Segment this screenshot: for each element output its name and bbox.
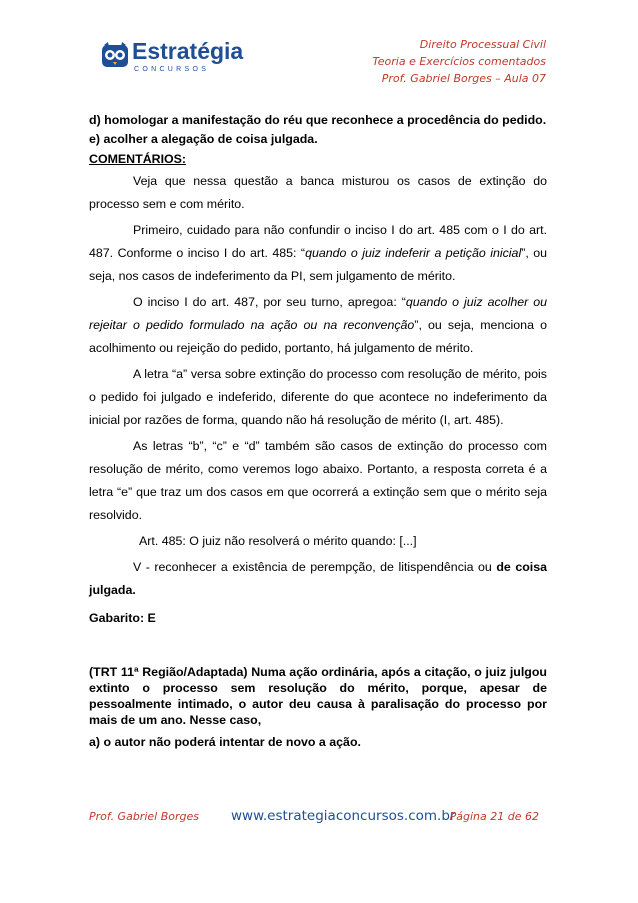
logo-subtitle: CONCURSOS <box>134 66 210 73</box>
paragraph-2-italic: quando o juiz indeferir a petição inicial <box>305 246 522 260</box>
paragraph-5: As letras “b”, “c” e “d” também são casos de extinção do processo com resolução de mérito, como veremos logo abaixo. Portanto, a resposta correta é a letra “e” que traz um dos casos em que ocorrerá a extinção sem que o mérito seja resolvido. <box>89 439 547 522</box>
page-header <box>372 36 546 87</box>
option-e: e) acolher a alegação de coisa julgada. <box>89 132 318 146</box>
footer-website-link[interactable]: www.estrategiaconcursos.com.br <box>231 808 456 824</box>
comments-heading: COMENTÁRIOS: <box>89 152 187 166</box>
inciso-text: V - reconhecer a existência de perempção, de litispendência ou <box>133 560 497 574</box>
paragraph-2 <box>89 219 547 288</box>
inciso-bold: de coisa julgada. <box>89 560 547 597</box>
paragraph-3-text-b: ”, ou seja, menciona o acolhimento ou rejeição do pedido, portanto, há julgamento de mérito. <box>89 318 547 355</box>
paragraph-3-text-a: O inciso I do art. 487, por seu turno, apregoa: “ <box>133 295 406 309</box>
owl-logo-icon <box>101 42 129 70</box>
question-statement: (TRT 11ª Região/Adaptada) Numa ação ordinária, após a citação, o juiz julgou extinto o processo sem resolução do mérito, porque, apesar de pessoalmente intimado, o autor deu causa à paralisação do processo por mais de um ano. Nesse caso, <box>89 665 547 727</box>
answer-key: Gabarito: E <box>89 611 156 625</box>
footer-page-number: Página 21 de 62 <box>449 810 539 823</box>
option-a: a) o autor não poderá intentar de novo a ação. <box>89 735 361 749</box>
paragraph-3 <box>89 291 547 360</box>
course-subtitle: Teoria e Exercícios comentados <box>372 55 546 68</box>
option-d: d) homologar a manifestação do réu que reconhece a procedência do pedido. <box>89 113 547 127</box>
paragraph-1: Veja que nessa questão a banca misturou os casos de extinção do processo sem e com mérito. <box>89 174 547 211</box>
estrategia-logo <box>101 38 244 76</box>
paragraph-2-text-b: ”, ou seja, nos casos de indeferimento da PI, sem julgamento de mérito. <box>89 246 548 283</box>
law-quote: Art. 485: O juiz não resolverá o mérito quando: [...] <box>139 534 417 548</box>
page-footer <box>89 808 547 828</box>
logo-wordmark: Estratégia <box>132 38 244 64</box>
paragraph-3-italic: quando o juiz acolher ou rejeitar o pedido formulado na ação ou na reconvenção <box>89 295 547 332</box>
course-title: Direito Processual Civil <box>419 38 546 51</box>
footer-author: Prof. Gabriel Borges <box>89 810 199 823</box>
law-inciso <box>89 556 547 602</box>
paragraph-2-text-a: Primeiro, cuidado para não confundir o inciso I do art. 485 com o I do art. 487. Conforme o inciso I do art. 485: “ <box>89 223 547 260</box>
main-content <box>89 112 547 750</box>
paragraph-4: A letra “a” versa sobre extinção do processo com resolução de mérito, pois o pedido foi julgado e indeferido, diferente do que acontece no indeferimento da inicial por razões de forma, quando não há resolução de mérito (I, art. 485). <box>89 367 547 427</box>
lesson-info: Prof. Gabriel Borges – Aula 07 <box>381 72 546 85</box>
